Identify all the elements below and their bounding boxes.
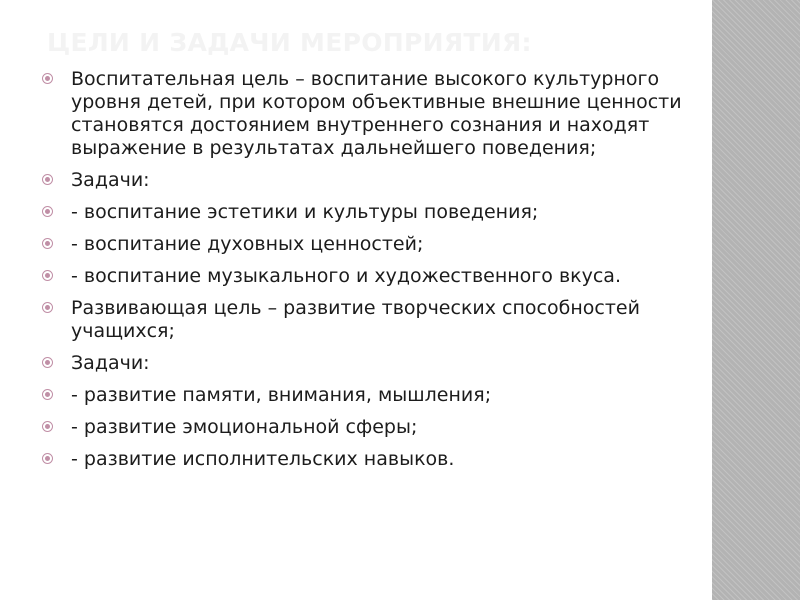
- list-item-text: Задачи:: [71, 352, 150, 374]
- bullet-list: [42, 68, 692, 480]
- list-item-text: - воспитание духовных ценностей;: [71, 233, 424, 255]
- circle-bullet-icon: [42, 206, 53, 217]
- circle-bullet-icon: [42, 421, 53, 432]
- list-item-text: - развитие исполнительских навыков.: [71, 448, 455, 470]
- list-item-text: Воспитательная цель – воспитание высокого культурного уровня детей, при котором объективные внешние ценности становятся достоянием внутреннего сознания и находят выражение в результатах дальнейшего поведения;: [71, 68, 682, 159]
- list-item: [42, 201, 692, 224]
- slide-title: ЦЕЛИ И ЗАДАЧИ МЕРОПРИЯТИЯ:: [47, 28, 532, 57]
- circle-bullet-icon: [42, 73, 53, 84]
- list-item-text: - воспитание эстетики и культуры поведения;: [71, 201, 539, 223]
- list-item-text: Развивающая цель – развитие творческих способностей учащихся;: [71, 297, 640, 342]
- decorative-stripe: [712, 0, 800, 600]
- list-item: [42, 233, 692, 256]
- circle-bullet-icon: [42, 270, 53, 281]
- circle-bullet-icon: [42, 174, 53, 185]
- list-item: [42, 384, 692, 407]
- list-item: [42, 448, 692, 471]
- list-item-text: Задачи:: [71, 169, 150, 191]
- circle-bullet-icon: [42, 238, 53, 249]
- circle-bullet-icon: [42, 357, 53, 368]
- list-item: [42, 297, 692, 343]
- list-item: [42, 352, 692, 375]
- list-item: [42, 416, 692, 439]
- circle-bullet-icon: [42, 389, 53, 400]
- list-item: [42, 68, 692, 160]
- list-item-text: - воспитание музыкального и художественного вкуса.: [71, 265, 621, 287]
- circle-bullet-icon: [42, 453, 53, 464]
- circle-bullet-icon: [42, 302, 53, 313]
- list-item: [42, 265, 692, 288]
- list-item: [42, 169, 692, 192]
- list-item-text: - развитие эмоциональной сферы;: [71, 416, 418, 438]
- list-item-text: - развитие памяти, внимания, мышления;: [71, 384, 492, 406]
